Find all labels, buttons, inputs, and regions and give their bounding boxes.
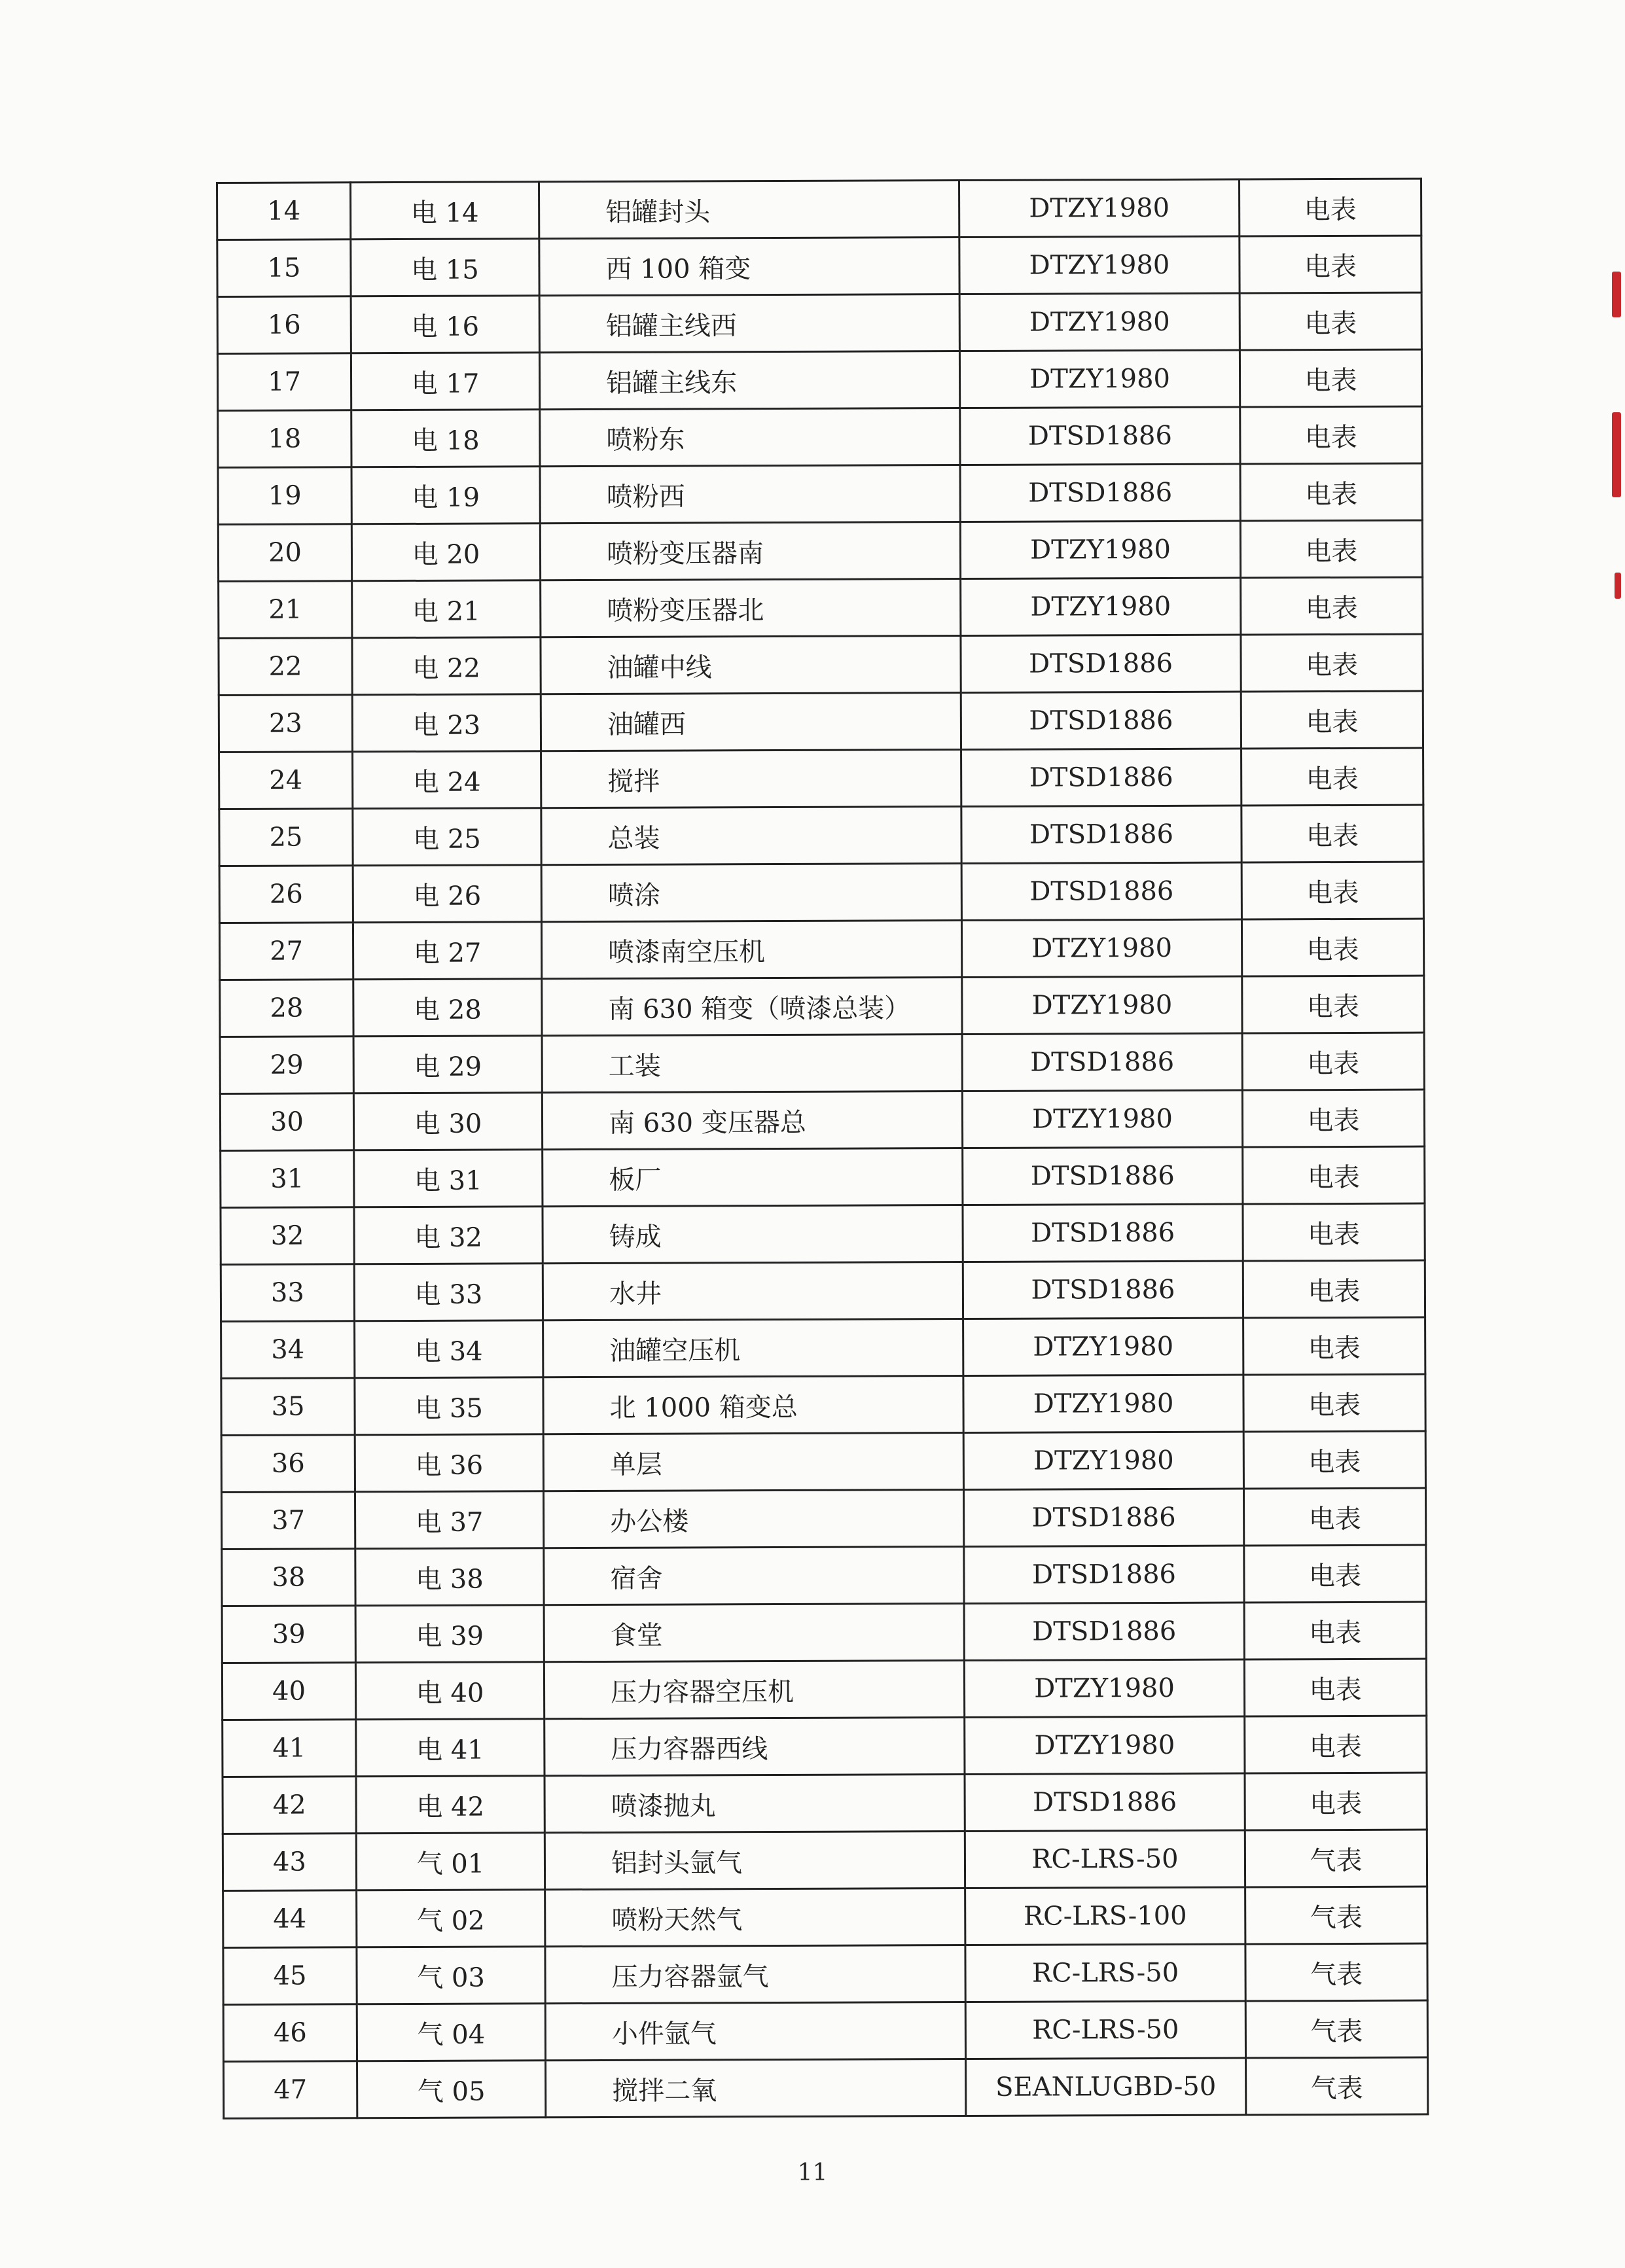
meter-model-cell: DTSD1886 bbox=[965, 1773, 1245, 1831]
location-name-cell: 铸成 bbox=[543, 1205, 963, 1264]
meter-type-cell: 电表 bbox=[1244, 1602, 1426, 1659]
red-seal-edge-mark bbox=[1615, 573, 1621, 599]
meter-model-cell: DTZY1980 bbox=[959, 350, 1240, 408]
meter-model-cell: DTSD1886 bbox=[960, 464, 1240, 522]
table-row bbox=[217, 236, 1421, 296]
table-row bbox=[221, 1260, 1425, 1321]
meter-code-cell: 气 03 bbox=[357, 1947, 545, 2004]
meter-code-cell: 气 05 bbox=[357, 2061, 546, 2118]
meter-code-cell: 电 28 bbox=[353, 979, 542, 1037]
meter-code-cell: 电 39 bbox=[355, 1605, 544, 1663]
meter-model-cell: RC-LRS-50 bbox=[965, 2001, 1245, 2059]
table-row bbox=[219, 691, 1423, 752]
table-row bbox=[219, 805, 1423, 866]
row-number-cell: 28 bbox=[220, 980, 353, 1037]
meter-code-cell: 气 04 bbox=[357, 2004, 545, 2061]
location-name-cell: 铝罐主线西 bbox=[539, 294, 959, 353]
row-number-cell: 31 bbox=[221, 1150, 354, 1208]
meter-code-cell: 电 30 bbox=[353, 1093, 542, 1150]
location-name-cell: 北 1000 箱变总 bbox=[543, 1376, 963, 1434]
meter-code-cell: 电 33 bbox=[354, 1264, 543, 1321]
meter-code-cell: 电 42 bbox=[356, 1776, 545, 1834]
row-number-cell: 32 bbox=[221, 1207, 354, 1265]
location-name-cell: 油罐空压机 bbox=[543, 1319, 963, 1377]
location-name-cell: 喷粉天然气 bbox=[545, 1888, 965, 1947]
meter-code-cell: 电 35 bbox=[355, 1377, 543, 1435]
meter-model-cell: DTSD1886 bbox=[961, 692, 1241, 749]
table-row bbox=[223, 1716, 1427, 1777]
table-row bbox=[220, 1033, 1424, 1093]
meter-type-cell: 气表 bbox=[1245, 1943, 1427, 2001]
meter-type-cell: 气表 bbox=[1246, 2057, 1428, 2115]
meter-model-cell: DTSD1886 bbox=[962, 1033, 1242, 1091]
meter-model-cell: SEANLUGBD-50 bbox=[966, 2058, 1246, 2116]
location-name-cell: 喷粉变压器北 bbox=[541, 579, 961, 637]
location-name-cell: 南 630 箱变（喷漆总装） bbox=[542, 978, 962, 1036]
row-number-cell: 35 bbox=[221, 1378, 355, 1436]
location-name-cell: 南 630 变压器总 bbox=[542, 1091, 962, 1150]
row-number-cell: 47 bbox=[224, 2061, 357, 2119]
location-name-cell: 总装 bbox=[541, 807, 961, 865]
table-row bbox=[221, 1317, 1425, 1378]
meter-model-cell: DTZY1980 bbox=[963, 1432, 1243, 1489]
location-name-cell: 食堂 bbox=[544, 1604, 964, 1662]
meter-model-cell: DTSD1886 bbox=[964, 1603, 1244, 1660]
meter-code-cell: 电 38 bbox=[355, 1548, 544, 1606]
location-name-cell: 压力容器空压机 bbox=[544, 1661, 964, 1719]
location-name-cell: 喷粉西 bbox=[540, 465, 960, 523]
meter-model-cell: DTZY1980 bbox=[962, 1090, 1242, 1148]
meter-table-container bbox=[216, 178, 1427, 2119]
meter-model-cell: RC-LRS-100 bbox=[965, 1887, 1245, 1945]
table-row bbox=[223, 1887, 1427, 1947]
location-name-cell: 办公楼 bbox=[543, 1490, 963, 1548]
meter-model-cell: RC-LRS-50 bbox=[965, 1830, 1245, 1888]
row-number-cell: 25 bbox=[219, 809, 353, 866]
row-number-cell: 21 bbox=[219, 581, 352, 639]
table-row bbox=[221, 1203, 1425, 1264]
meter-type-cell: 电表 bbox=[1242, 1033, 1424, 1090]
meter-type-cell: 电表 bbox=[1240, 406, 1422, 464]
meter-type-cell: 电表 bbox=[1241, 748, 1423, 806]
meter-code-cell: 电 18 bbox=[351, 410, 540, 467]
meter-type-cell: 电表 bbox=[1239, 179, 1421, 236]
meter-code-cell: 电 19 bbox=[351, 467, 540, 524]
meter-model-cell: DTZY1980 bbox=[959, 293, 1240, 351]
meter-model-cell: DTZY1980 bbox=[959, 179, 1239, 237]
meter-type-cell: 电表 bbox=[1243, 1203, 1425, 1261]
meter-model-cell: DTSD1886 bbox=[963, 1204, 1243, 1262]
meter-model-cell: DTZY1980 bbox=[963, 1375, 1243, 1432]
row-number-cell: 42 bbox=[223, 1777, 356, 1834]
meter-table bbox=[216, 178, 1429, 2119]
table-row bbox=[219, 919, 1423, 980]
meter-type-cell: 电表 bbox=[1242, 976, 1424, 1033]
location-name-cell: 喷粉变压器南 bbox=[540, 522, 960, 580]
meter-code-cell: 电 20 bbox=[351, 523, 540, 581]
meter-model-cell: RC-LRS-50 bbox=[965, 1944, 1245, 2002]
location-name-cell: 铝罐主线东 bbox=[539, 351, 959, 410]
location-name-cell: 工装 bbox=[542, 1035, 962, 1093]
meter-model-cell: DTZY1980 bbox=[959, 236, 1240, 294]
table-row bbox=[221, 1488, 1425, 1549]
meter-code-cell: 电 15 bbox=[351, 239, 539, 296]
meter-type-cell: 电表 bbox=[1244, 1659, 1426, 1716]
row-number-cell: 46 bbox=[223, 2004, 357, 2062]
row-number-cell: 23 bbox=[219, 695, 352, 753]
table-row bbox=[222, 1602, 1426, 1663]
row-number-cell: 14 bbox=[217, 183, 351, 240]
row-number-cell: 39 bbox=[222, 1606, 355, 1663]
row-number-cell: 44 bbox=[223, 1890, 357, 1948]
page-number: 11 bbox=[797, 2159, 828, 2186]
meter-model-cell: DTZY1980 bbox=[964, 1659, 1244, 1717]
table-row bbox=[221, 1374, 1425, 1435]
meter-code-cell: 电 23 bbox=[352, 694, 541, 752]
table-row bbox=[219, 577, 1423, 638]
meter-code-cell: 电 16 bbox=[351, 296, 539, 353]
meter-code-cell: 电 24 bbox=[353, 751, 541, 809]
meter-type-cell: 电表 bbox=[1241, 691, 1423, 749]
table-row bbox=[218, 520, 1422, 581]
meter-code-cell: 电 29 bbox=[353, 1036, 542, 1093]
table-row bbox=[217, 179, 1421, 239]
meter-model-cell: DTSD1886 bbox=[963, 1147, 1243, 1205]
location-name-cell: 油罐西 bbox=[541, 693, 961, 751]
row-number-cell: 33 bbox=[221, 1264, 354, 1322]
table-row bbox=[224, 2057, 1428, 2118]
location-name-cell: 压力容器西线 bbox=[545, 1718, 965, 1776]
meter-type-cell: 电表 bbox=[1240, 520, 1422, 578]
table-row bbox=[217, 349, 1421, 410]
meter-code-cell: 电 17 bbox=[351, 353, 539, 410]
table-row bbox=[220, 976, 1424, 1037]
meter-type-cell: 电表 bbox=[1243, 1317, 1425, 1375]
meter-type-cell: 电表 bbox=[1245, 1716, 1427, 1773]
meter-type-cell: 电表 bbox=[1241, 862, 1423, 919]
row-number-cell: 37 bbox=[221, 1492, 355, 1550]
meter-type-cell: 气表 bbox=[1245, 1830, 1427, 1887]
meter-type-cell: 电表 bbox=[1243, 1146, 1425, 1204]
meter-type-cell: 电表 bbox=[1245, 1773, 1427, 1830]
row-number-cell: 45 bbox=[223, 1947, 357, 2005]
meter-model-cell: DTZY1980 bbox=[962, 976, 1242, 1034]
row-number-cell: 43 bbox=[223, 1834, 356, 1891]
table-row bbox=[223, 2000, 1427, 2061]
meter-table-body bbox=[217, 179, 1428, 2118]
row-number-cell: 34 bbox=[221, 1321, 355, 1379]
location-name-cell: 铝罐封头 bbox=[539, 181, 959, 239]
red-seal-edge-mark bbox=[1612, 272, 1621, 317]
table-row bbox=[219, 862, 1423, 923]
row-number-cell: 36 bbox=[221, 1435, 355, 1493]
meter-model-cell: DTSD1886 bbox=[963, 1261, 1243, 1319]
meter-type-cell: 电表 bbox=[1243, 1488, 1425, 1546]
meter-code-cell: 电 22 bbox=[352, 637, 541, 695]
meter-code-cell: 电 21 bbox=[352, 580, 541, 638]
meter-model-cell: DTZY1980 bbox=[965, 1716, 1245, 1774]
meter-type-cell: 电表 bbox=[1241, 577, 1423, 635]
meter-type-cell: 气表 bbox=[1245, 2000, 1427, 2058]
meter-type-cell: 电表 bbox=[1240, 349, 1421, 407]
location-name-cell: 水井 bbox=[543, 1262, 963, 1320]
meter-type-cell: 电表 bbox=[1241, 805, 1423, 862]
meter-code-cell: 电 26 bbox=[353, 865, 541, 923]
table-row bbox=[217, 292, 1421, 353]
location-name-cell: 喷粉东 bbox=[540, 408, 960, 467]
row-number-cell: 38 bbox=[222, 1549, 355, 1606]
table-row bbox=[222, 1659, 1426, 1720]
meter-type-cell: 电表 bbox=[1242, 1090, 1424, 1147]
location-name-cell: 喷漆南空压机 bbox=[541, 921, 961, 979]
row-number-cell: 40 bbox=[222, 1663, 355, 1720]
row-number-cell: 41 bbox=[223, 1720, 356, 1777]
meter-model-cell: DTSD1886 bbox=[960, 407, 1240, 465]
location-name-cell: 单层 bbox=[543, 1433, 963, 1491]
row-number-cell: 17 bbox=[217, 353, 351, 411]
location-name-cell: 板厂 bbox=[543, 1148, 963, 1207]
meter-code-cell: 电 14 bbox=[351, 182, 539, 239]
meter-type-cell: 电表 bbox=[1241, 634, 1423, 692]
meter-model-cell: DTSD1886 bbox=[961, 806, 1241, 863]
meter-model-cell: DTSD1886 bbox=[961, 862, 1241, 920]
table-row bbox=[218, 463, 1422, 524]
row-number-cell: 29 bbox=[220, 1037, 353, 1094]
meter-code-cell: 气 02 bbox=[357, 1890, 545, 1947]
location-name-cell: 搅拌 bbox=[541, 750, 961, 808]
location-name-cell: 宿舍 bbox=[544, 1547, 964, 1605]
meter-code-cell: 电 34 bbox=[355, 1320, 543, 1378]
red-seal-edge-mark bbox=[1612, 412, 1621, 497]
meter-type-cell: 电表 bbox=[1240, 463, 1422, 521]
meter-model-cell: DTZY1980 bbox=[961, 919, 1241, 977]
table-row bbox=[219, 634, 1423, 695]
row-number-cell: 18 bbox=[218, 410, 351, 468]
location-name-cell: 搅拌二氧 bbox=[546, 2059, 966, 2117]
meter-model-cell: DTSD1886 bbox=[963, 1489, 1243, 1546]
row-number-cell: 16 bbox=[217, 296, 351, 354]
row-number-cell: 30 bbox=[220, 1093, 353, 1151]
meter-code-cell: 电 27 bbox=[353, 922, 541, 980]
meter-code-cell: 气 01 bbox=[356, 1833, 545, 1890]
table-row bbox=[221, 1431, 1425, 1492]
table-row bbox=[223, 1773, 1427, 1834]
row-number-cell: 22 bbox=[219, 638, 352, 696]
meter-code-cell: 电 37 bbox=[355, 1491, 543, 1549]
meter-code-cell: 电 32 bbox=[354, 1207, 543, 1264]
meter-model-cell: DTZY1980 bbox=[963, 1318, 1243, 1375]
meter-type-cell: 电表 bbox=[1243, 1374, 1425, 1432]
location-name-cell: 压力容器氩气 bbox=[545, 1945, 965, 2004]
table-row bbox=[218, 406, 1422, 467]
meter-code-cell: 电 36 bbox=[355, 1434, 543, 1492]
row-number-cell: 15 bbox=[217, 239, 351, 297]
location-name-cell: 西 100 箱变 bbox=[539, 238, 959, 296]
location-name-cell: 铝封头氩气 bbox=[545, 1832, 965, 1890]
meter-model-cell: DTSD1886 bbox=[961, 749, 1241, 806]
row-number-cell: 27 bbox=[219, 923, 353, 980]
meter-model-cell: DTZY1980 bbox=[960, 521, 1240, 578]
table-row bbox=[219, 748, 1423, 809]
meter-model-cell: DTZY1980 bbox=[961, 578, 1241, 635]
meter-model-cell: DTSD1886 bbox=[964, 1546, 1244, 1603]
meter-code-cell: 电 25 bbox=[353, 808, 541, 866]
row-number-cell: 19 bbox=[218, 467, 351, 525]
meter-type-cell: 电表 bbox=[1240, 236, 1421, 293]
meter-type-cell: 气表 bbox=[1245, 1887, 1427, 1944]
meter-type-cell: 电表 bbox=[1244, 1545, 1426, 1603]
location-name-cell: 喷漆抛丸 bbox=[545, 1775, 965, 1833]
meter-code-cell: 电 41 bbox=[356, 1719, 545, 1777]
row-number-cell: 24 bbox=[219, 752, 353, 809]
meter-model-cell: DTSD1886 bbox=[961, 635, 1241, 692]
table-row bbox=[220, 1090, 1424, 1150]
location-name-cell: 喷涂 bbox=[541, 864, 961, 922]
meter-type-cell: 电表 bbox=[1241, 919, 1423, 976]
table-row bbox=[222, 1545, 1426, 1606]
location-name-cell: 油罐中线 bbox=[541, 636, 961, 694]
table-row bbox=[223, 1830, 1427, 1890]
meter-type-cell: 电表 bbox=[1240, 292, 1421, 350]
location-name-cell: 小件氩气 bbox=[545, 2002, 965, 2061]
table-row bbox=[221, 1146, 1425, 1207]
meter-code-cell: 电 31 bbox=[354, 1150, 543, 1207]
meter-code-cell: 电 40 bbox=[355, 1662, 544, 1720]
row-number-cell: 20 bbox=[218, 524, 351, 582]
table-row bbox=[223, 1943, 1427, 2004]
row-number-cell: 26 bbox=[219, 866, 353, 923]
meter-type-cell: 电表 bbox=[1243, 1431, 1425, 1489]
meter-type-cell: 电表 bbox=[1243, 1260, 1425, 1318]
